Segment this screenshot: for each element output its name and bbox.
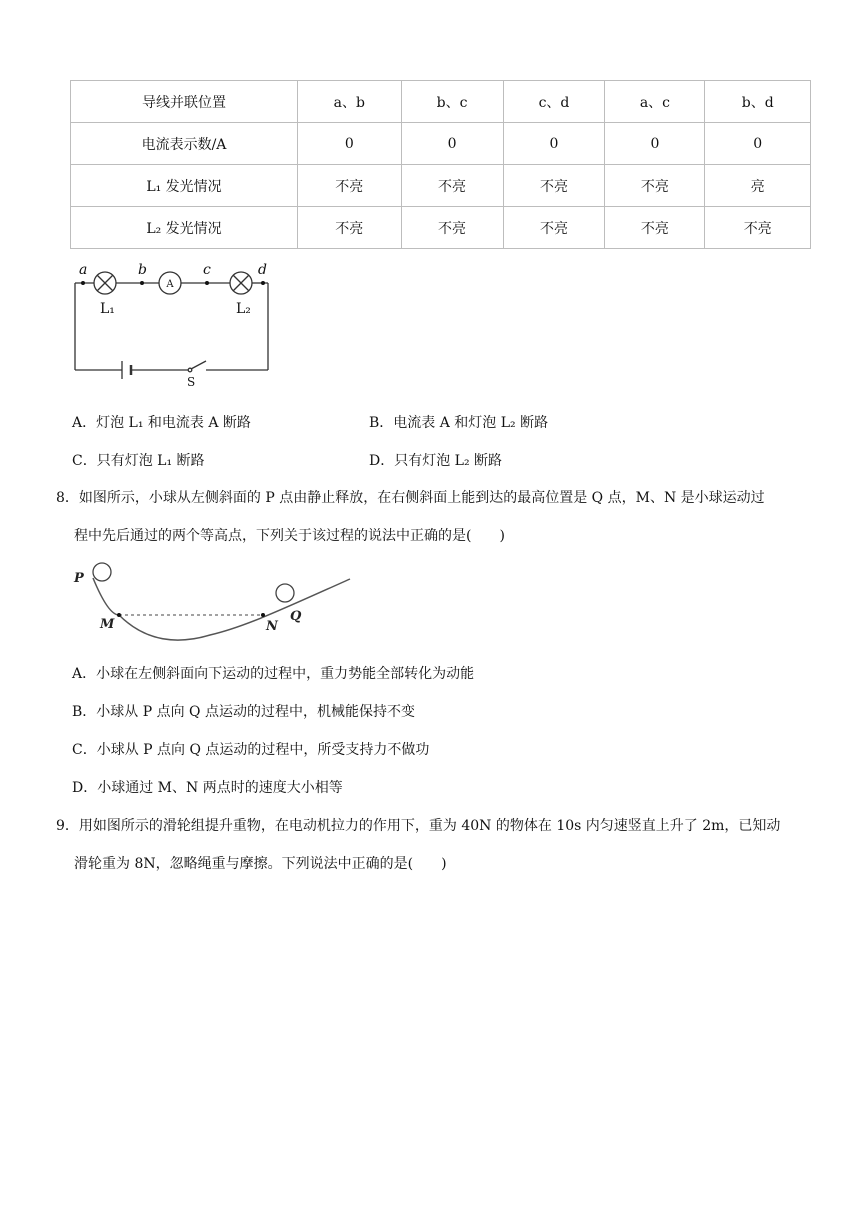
circuit-diagram <box>70 258 280 388</box>
table-cell: 不亮 <box>298 165 402 207</box>
lamp-l1-label: L₁ <box>100 301 115 317</box>
ammeter-label: A <box>166 279 174 290</box>
battery-icon <box>122 361 131 379</box>
table-cell: 不亮 <box>605 165 705 207</box>
ammeter-icon <box>159 272 181 294</box>
table-cell: 不亮 <box>401 165 503 207</box>
q8-option-a[interactable]: A．小球在左侧斜面向下运动的过程中，重力势能全部转化为动能 <box>72 666 475 682</box>
table-row <box>71 123 811 165</box>
table-row <box>71 165 811 207</box>
q8-stem-line1: 8．如图所示，小球从左侧斜面的 P 点由静止释放，在右侧斜面上能到达的最高位置是 Q 点，M、N 是小球运动过 <box>56 490 765 506</box>
point-n-label: N <box>266 619 278 634</box>
point-c-label: c <box>203 262 211 278</box>
lamp-l2-label: L₂ <box>236 301 251 317</box>
q8-stem-line2: 程中先后通过的两个等高点，下列关于该过程的说法中正确的是( ) <box>74 528 505 544</box>
table-cell: 0 <box>705 123 811 165</box>
table-cell: a、b <box>298 81 402 123</box>
table-cell: 不亮 <box>503 165 605 207</box>
switch-label: S <box>187 375 196 388</box>
point-q-label: Q <box>290 609 302 624</box>
q7-option-b[interactable]: B．电流表 A 和灯泡 L₂ 断路 <box>369 415 549 431</box>
q8-option-b[interactable]: B．小球从 P 点向 Q 点运动的过程中，机械能保持不变 <box>72 704 415 720</box>
table-cell: b、d <box>705 81 811 123</box>
lamp-l1-icon <box>94 272 116 294</box>
q8-option-c[interactable]: C．小球从 P 点向 Q 点运动的过程中，所受支持力不做功 <box>72 742 430 758</box>
table-cell: b、c <box>401 81 503 123</box>
q9-stem-line2: 滑轮重为 8N，忽略绳重与摩擦。下列说法中正确的是( ) <box>74 856 447 872</box>
incline-figure <box>70 560 360 650</box>
lamp-l2-icon <box>230 272 252 294</box>
table-cell: 0 <box>401 123 503 165</box>
point-a-label: a <box>79 262 88 278</box>
q7-option-d[interactable]: D．只有灯泡 L₂ 断路 <box>369 453 503 469</box>
table-cell: a、c <box>605 81 705 123</box>
q7-option-a[interactable]: A．灯泡 L₁ 和电流表 A 断路 <box>72 415 251 431</box>
row-header: L₂ 发光情况 <box>71 207 298 249</box>
table-cell: 不亮 <box>298 207 402 249</box>
row-header: L₁ 发光情况 <box>71 165 298 207</box>
q9-stem-line1: 9．用如图所示的滑轮组提升重物，在电动机拉力的作用下，重为 40N 的物体在 10s 内匀速竖直上升了 2m，已知动 <box>56 818 781 834</box>
point-m-label: M <box>100 617 115 632</box>
ball-q-icon <box>276 584 294 602</box>
fault-table <box>70 80 811 249</box>
q8-option-d[interactable]: D．小球通过 M、N 两点时的速度大小相等 <box>72 780 343 796</box>
table-cell: 0 <box>605 123 705 165</box>
table-cell: 亮 <box>705 165 811 207</box>
table-cell: 0 <box>503 123 605 165</box>
point-d-label: d <box>258 262 267 278</box>
row-header: 导线并联位置 <box>71 81 298 123</box>
table-cell: c、d <box>503 81 605 123</box>
row-header: 电流表示数/A <box>71 123 298 165</box>
point-b-label: b <box>138 262 147 278</box>
table-cell: 不亮 <box>705 207 811 249</box>
table-cell: 不亮 <box>503 207 605 249</box>
ball-p-icon <box>93 563 111 581</box>
switch-icon <box>188 361 206 372</box>
table-row <box>71 207 811 249</box>
table-cell: 不亮 <box>605 207 705 249</box>
table-cell: 不亮 <box>401 207 503 249</box>
table-row <box>71 81 811 123</box>
table-cell: 0 <box>298 123 402 165</box>
point-p-label: P <box>74 571 84 586</box>
q7-option-c[interactable]: C．只有灯泡 L₁ 断路 <box>72 453 205 469</box>
